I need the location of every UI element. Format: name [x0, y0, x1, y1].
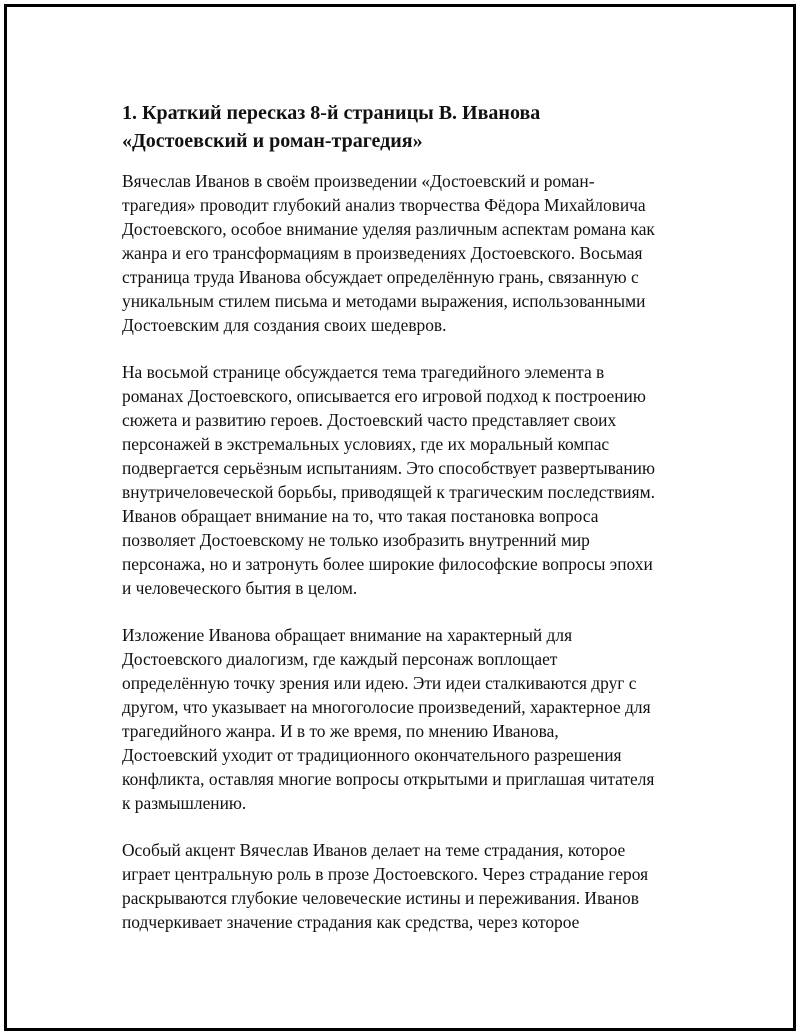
- title-line: 1. Краткий пересказ 8-й страницы В. Иванова: [122, 102, 541, 124]
- text-line: Достоевского диалогизм, где каждый персонаж воплощает: [122, 649, 558, 669]
- paragraph-2: [122, 360, 702, 600]
- text-line: уникальным стилем письма и методами выражения, использованными: [122, 291, 646, 311]
- page-frame: [4, 4, 796, 1031]
- text-line: На восьмой странице обсуждается тема трагедийного элемента в: [122, 362, 605, 382]
- text-line: Вячеслав Иванов в своём произведении «Достоевский и роман-: [122, 171, 595, 191]
- text-line: играет центральную роль в прозе Достоевского. Через страдание героя: [122, 864, 649, 884]
- text-line: подчеркивает значение страдания как средства, через которое: [122, 912, 580, 932]
- paragraph-1: [122, 169, 702, 337]
- text-line: романах Достоевского, описывается его игровой подход к построению: [122, 386, 646, 406]
- text-line: внутричеловеческой борьбы, приводящей к трагическим последствиям.: [122, 482, 655, 502]
- text-line: Особый акцент Вячеслав Иванов делает на теме страдания, которое: [122, 840, 626, 860]
- text-line: Достоевский уходит от традиционного окончательного разрешения: [122, 745, 622, 765]
- text-line: раскрываются глубокие человеческие истины и переживания. Иванов: [122, 888, 639, 908]
- title-line: «Достоевский и роман-трагедия»: [122, 130, 423, 152]
- document-title: [122, 99, 702, 155]
- text-line: конфликта, оставляя многие вопросы открытыми и приглашая читателя: [122, 769, 655, 789]
- text-line: трагедийного жанра. И в то же время, по мнению Иванова,: [122, 721, 559, 741]
- text-line: Изложение Иванова обращает внимание на характерный для: [122, 625, 573, 645]
- text-line: определённую точку зрения или идею. Эти идеи сталкиваются друг с: [122, 673, 637, 693]
- text-line: Достоевского, особое внимание уделяя различным аспектам романа как: [122, 219, 655, 239]
- text-line: персонажей в экстремальных условиях, где их моральный компас: [122, 434, 610, 454]
- text-line: трагедия» проводит глубокий анализ творчества Фёдора Михайловича: [122, 195, 646, 215]
- document-body: [122, 99, 702, 957]
- text-line: подвергается серьёзным испытаниям. Это способствует развертыванию: [122, 458, 655, 478]
- text-line: Иванов обращает внимание на то, что такая постановка вопроса: [122, 506, 599, 526]
- text-line: другом, что указывает на многоголосие произведений, характерное для: [122, 697, 651, 717]
- text-line: и человеческого бытия в целом.: [122, 578, 358, 598]
- text-line: Достоевским для создания своих шедевров.: [122, 315, 447, 335]
- paragraph-3: [122, 623, 702, 815]
- paragraph-4: [122, 838, 702, 934]
- text-line: к размышлению.: [122, 793, 247, 813]
- text-line: страница труда Иванова обсуждает определённую грань, связанную с: [122, 267, 639, 287]
- text-line: позволяет Достоевскому не только изобразить внутренний мир: [122, 530, 590, 550]
- text-line: жанра и его трансформациям в произведениях Достоевского. Восьмая: [122, 243, 643, 263]
- text-line: сюжета и развитию героев. Достоевский часто представляет своих: [122, 410, 617, 430]
- text-line: персонажа, но и затронуть более широкие философские вопросы эпохи: [122, 554, 653, 574]
